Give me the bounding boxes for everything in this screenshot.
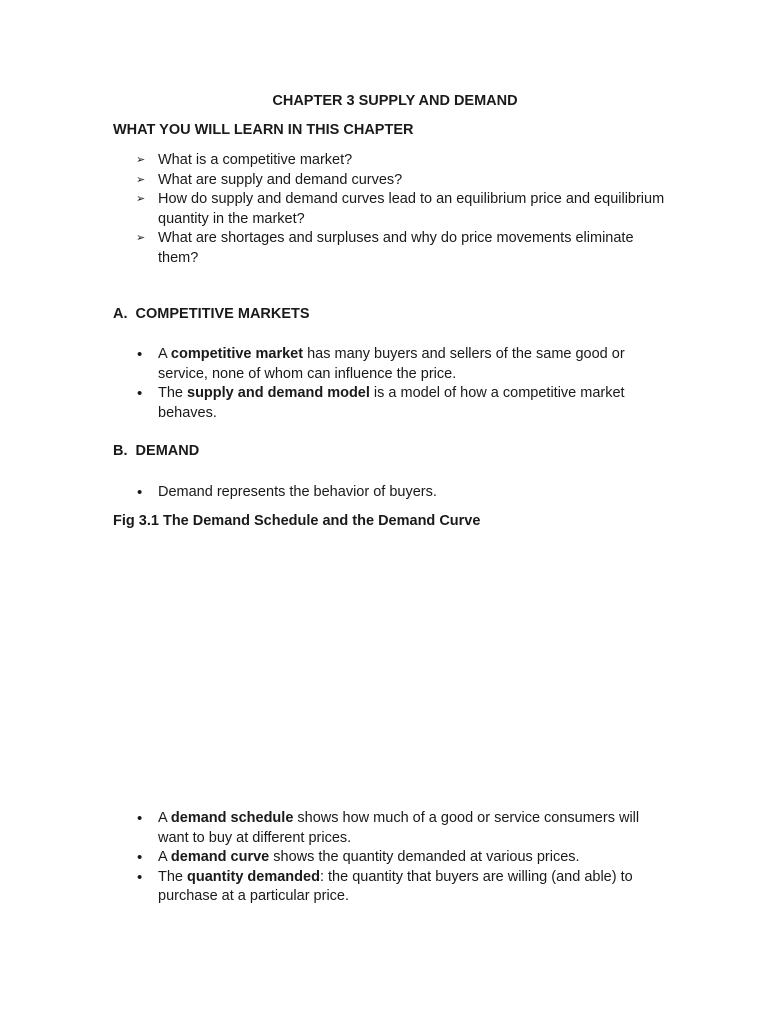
section-a-heading: A. COMPETITIVE MARKETS — [113, 306, 310, 322]
section-a-list — [113, 345, 673, 423]
list-item: • A demand schedule shows how much of a good or service consumers will want to buy at different prices. — [137, 810, 640, 846]
learn-heading: WHAT YOU WILL LEARN IN THIS CHAPTER — [113, 122, 414, 138]
learn-list — [113, 151, 673, 268]
list-item: ➢ What are supply and demand curves? — [113, 171, 673, 191]
definitions-list — [113, 809, 673, 907]
bullet-icon: • — [137, 868, 143, 886]
section-b-heading: B. DEMAND — [113, 443, 200, 459]
list-item: ➢ How do supply and demand curves lead to an equilibrium price and equilibrium quantity in the market? — [136, 191, 665, 227]
arrow-bullet-icon: ➢ — [136, 193, 146, 205]
list-item: • Demand represents the behavior of buyers. — [137, 484, 437, 501]
list-item: ➢ What is a competitive market? — [113, 151, 673, 171]
bullet-icon: • — [137, 810, 143, 827]
section-b-list — [113, 483, 673, 503]
list-item: • A demand curve shows the quantity demanded at various prices. — [137, 849, 580, 866]
arrow-bullet-icon: ➢ — [136, 154, 146, 166]
bullet-icon: • — [137, 385, 143, 402]
list-item: • The quantity demanded: the quantity that buyers are willing (and able) to purchase at a particular price. — [137, 868, 633, 904]
bullet-icon: • — [137, 484, 143, 501]
list-item: • The supply and demand model is a model of how a competitive market behaves. — [137, 385, 625, 421]
bullet-icon: • — [137, 346, 143, 363]
list-item: • A competitive market has many buyers and sellers of the same good or service, none of whom can influence the price. — [137, 346, 625, 382]
arrow-bullet-icon: ➢ — [136, 232, 146, 244]
arrow-bullet-icon: ➢ — [136, 173, 146, 186]
figure-placeholder — [113, 540, 673, 800]
figure-caption: Fig 3.1 The Demand Schedule and the Demand Curve — [113, 513, 481, 529]
bullet-icon: • — [137, 849, 143, 866]
chapter-title: CHAPTER 3 SUPPLY AND DEMAND — [272, 93, 518, 109]
list-item: ➢ What are shortages and surpluses and why do price movements eliminate them? — [136, 230, 634, 266]
